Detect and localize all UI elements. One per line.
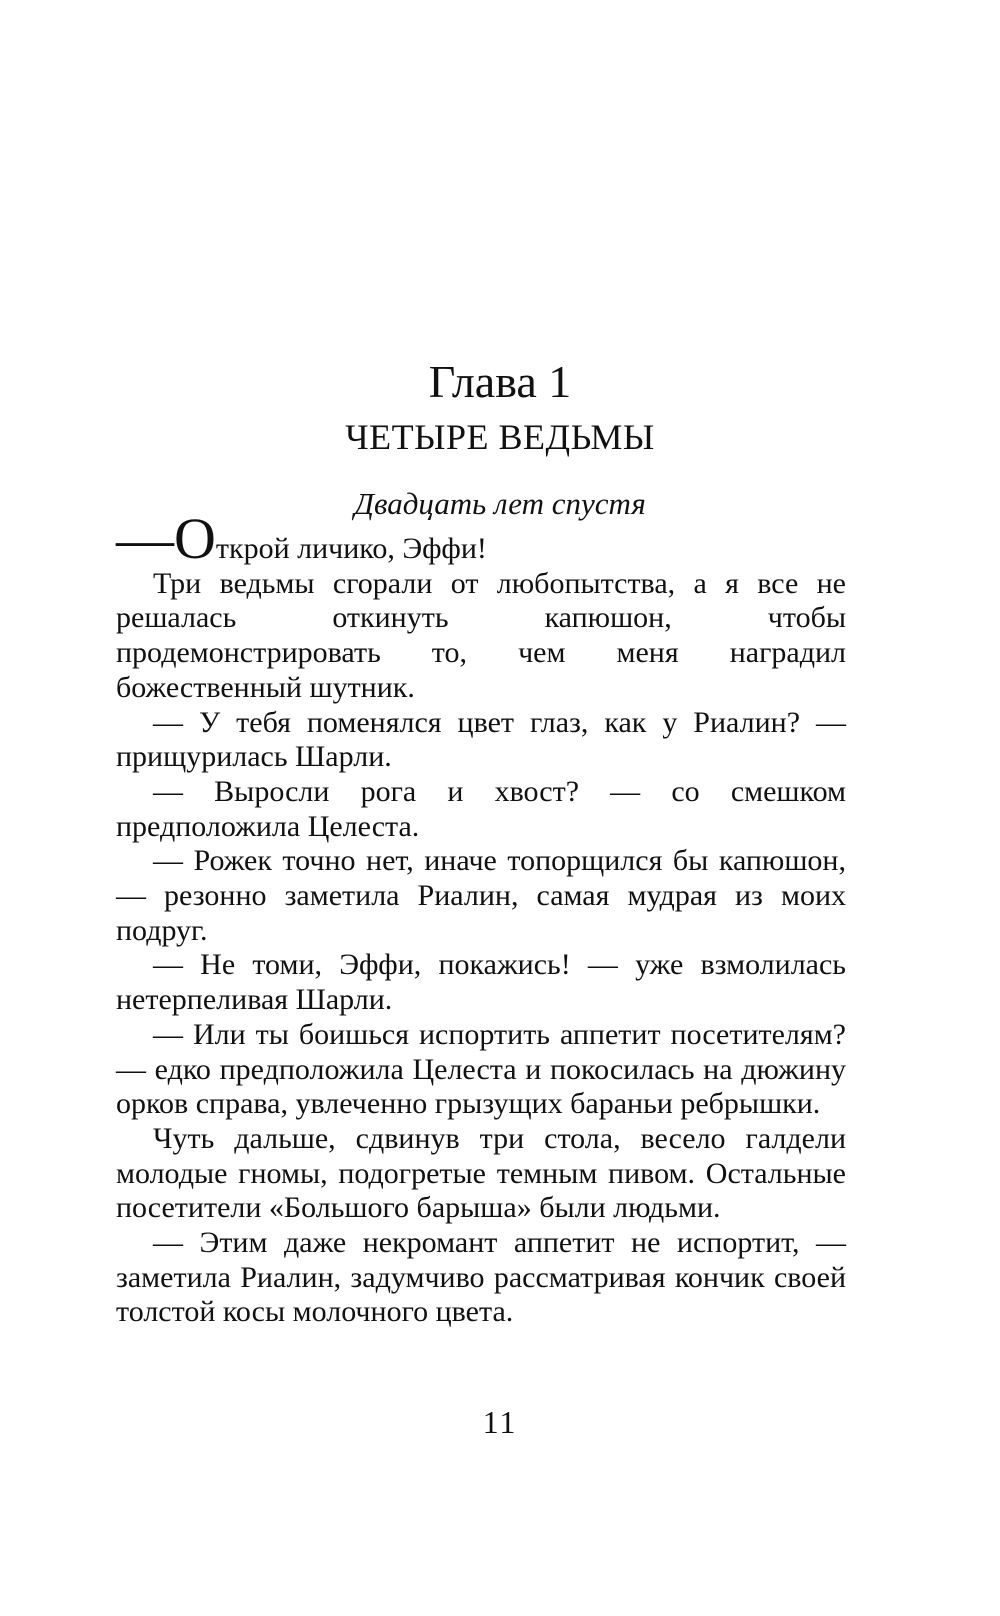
paragraph: Чуть дальше, сдвинув три стола, весело галдели молодые гномы, подогретые темным пивом. Остальные посетители «Большого барыша» были людьми. [116,1121,846,1225]
paragraph: — Не томи, Эффи, покажись! — уже взмолилась нетерпеливая Шарли. [116,948,846,1017]
opening-dash: — [116,506,174,571]
page-number: 11 [482,1404,518,1440]
paragraph: — Или ты боишься испортить аппетит посетителям? — едко предположила Целеста и покосилась на дюжину орков справа, увлеченно грызущих бараньи ребрышки. [116,1017,846,1121]
chapter-title: ЧЕТЫРЕ ВЕДЬМЫ [345,417,655,457]
paragraph: — Рожек точно нет, иначе топорщился бы капюшон, — резонно заметила Риалин, самая мудрая из моих подруг. [116,844,846,947]
paragraph: — У тебя поменялся цвет глаз, как у Риалин? — прищурилась Шарли. [116,705,846,774]
opening-line [116,506,846,571]
drop-cap: О [174,506,216,571]
opening-line-text: ткрой личико, Эффи! [215,532,487,565]
chapter-body [116,506,846,1330]
chapter-epigraph: Двадцать лет спустя [354,486,646,521]
paragraph: — Этим даже некромант аппетит не испортит, — заметила Риалин, задумчиво рассматривая кончик своей толстой косы молочного цвета. [116,1226,846,1329]
paragraph: Три ведьмы сгорали от любопытства, а я все не решалась откинуть капюшон, чтобы продемонстрировать то, чем меня наградил божественный шутник. [116,566,846,704]
chapter-number: Глава 1 [428,356,572,407]
paragraph: — Выросли рога и хвост? — со смешком предположила Целеста. [116,774,846,843]
